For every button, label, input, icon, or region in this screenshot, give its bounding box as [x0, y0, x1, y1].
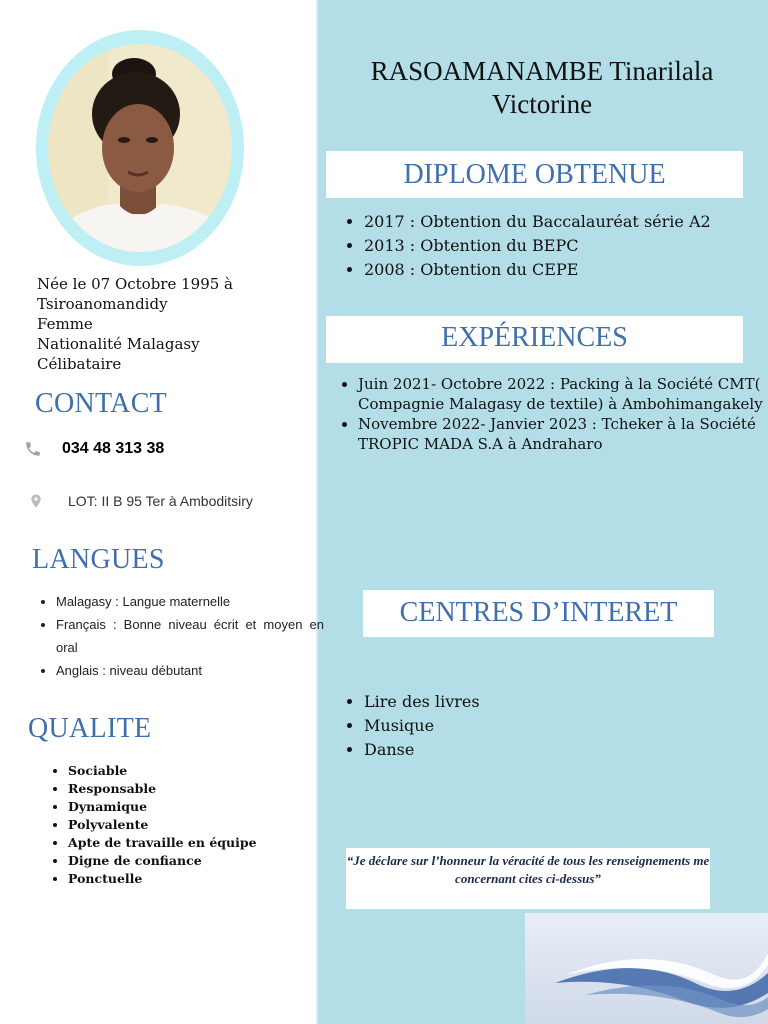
quality-item: • Polyvalente [68, 816, 257, 834]
profile-photo-frame [36, 30, 244, 266]
birth-line-2: Tsiroanomandidy [37, 295, 168, 313]
profile-photo [48, 44, 232, 252]
quality-item: • Ponctuelle [68, 870, 257, 888]
experience-item: • Novembre 2022- Janvier 2023 : Tcheker à la Société TROPIC MADA S.A à Andraharo [358, 414, 768, 454]
phone-icon [24, 440, 42, 458]
contact-title: CONTACT [35, 388, 168, 419]
interets-list [340, 690, 664, 762]
full-name [316, 55, 768, 121]
address: LOT: II B 95 Ter à Amboditsiry [68, 493, 253, 509]
nationality: Nationalité Malagasy [37, 335, 200, 353]
quality-item: • Sociable [68, 762, 257, 780]
quality-item: • Digne de confiance [68, 852, 257, 870]
birth-line-1: Née le 07 Octobre 1995 à [37, 275, 234, 293]
address-row [28, 492, 253, 510]
experiences-title: EXPÉRIENCES [326, 316, 743, 363]
interest-item: • Danse [364, 738, 664, 762]
language-item: • Français : Bonne niveau écrit et moyen en oral [56, 613, 324, 659]
langues-title: LANGUES [32, 544, 165, 575]
decorative-wave-image [525, 913, 768, 1024]
declaration: “Je déclare sur l’honneur la véracité de tous les renseignements me concernant cites ci-dessus” [346, 848, 710, 909]
name-line-1: RASOAMANAMBE Tinarilala [370, 56, 714, 86]
diplome-list [340, 210, 764, 282]
interets-title: CENTRES D’INTERET [363, 590, 714, 637]
diploma-item: • 2008 : Obtention du CEPE [364, 258, 764, 282]
experience-item: • Juin 2021- Octobre 2022 : Packing à la Société CMT( Compagnie Malagasy de textile) à Ambohimangakely [358, 374, 768, 414]
phone-number: 034 48 313 38 [62, 440, 165, 457]
quality-item: • Responsable [68, 780, 257, 798]
diplome-title: DIPLOME OBTENUE [326, 151, 743, 198]
gender: Femme [37, 315, 93, 333]
interest-item: • Musique [364, 714, 664, 738]
diploma-item: • 2017 : Obtention du Baccalauréat série A2 [364, 210, 764, 234]
language-item: • Anglais : niveau débutant [56, 659, 324, 682]
qualite-title: QUALITE [28, 713, 152, 744]
experiences-list [334, 374, 768, 454]
interest-item: • Lire des livres [364, 690, 664, 714]
language-item: • Malagasy : Langue maternelle [56, 590, 324, 613]
marital-status: Célibataire [37, 355, 122, 373]
location-pin-icon [28, 492, 46, 510]
phone-row [24, 440, 164, 458]
langues-list [30, 590, 324, 682]
name-line-2: Victorine [491, 89, 593, 119]
quality-item: • Dynamique [68, 798, 257, 816]
personal-info [37, 274, 297, 374]
diploma-item: • 2013 : Obtention du BEPC [364, 234, 764, 258]
qualite-list [40, 762, 257, 888]
quality-item: • Apte de travaille en équipe [68, 834, 257, 852]
